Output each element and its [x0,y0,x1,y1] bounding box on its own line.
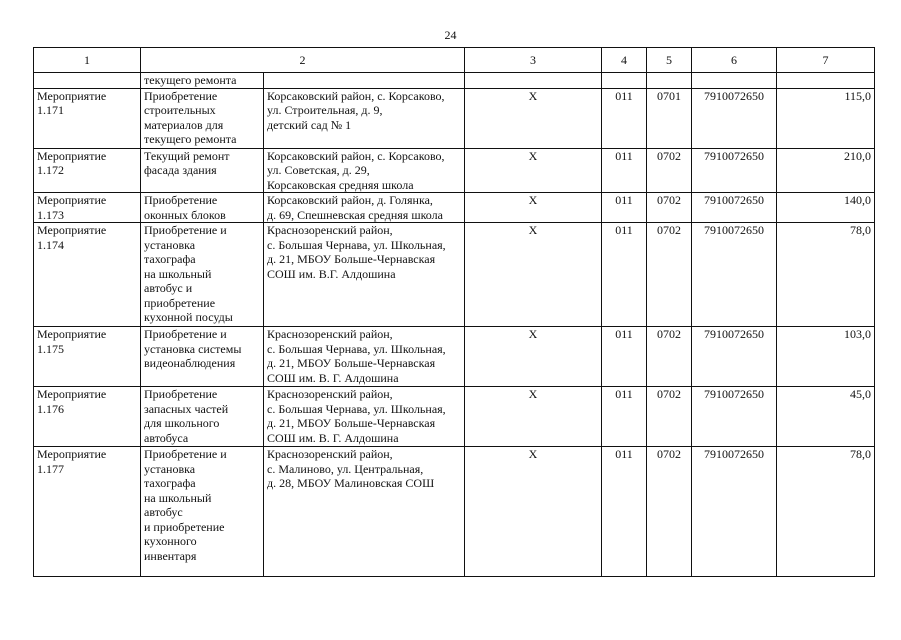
column-header-6: 6 [692,48,777,73]
table-row [34,223,875,327]
col6-cell: 7910072650 [692,447,777,577]
activity-location-cell: Корсаковский район, с. Корсаково, ул. Строительная, д. 9, детский сад № 1 [264,88,465,148]
col4-cell: 011 [602,327,647,387]
col4-cell: 011 [602,447,647,577]
column-header-7: 7 [777,48,875,73]
activity-description-cell: Приобретение оконных блоков [141,193,264,223]
col5-cell [647,73,692,89]
activity-id-cell: Мероприятие 1.172 [34,148,141,193]
amount-cell [777,73,875,89]
col6-cell [692,73,777,89]
col6-cell: 7910072650 [692,148,777,193]
activities-table [33,47,875,577]
col3-cell [465,73,602,89]
amount-cell: 78,0 [777,447,875,577]
amount-cell: 140,0 [777,193,875,223]
amount-cell: 115,0 [777,88,875,148]
col4-cell: 011 [602,387,647,447]
col4-cell [602,73,647,89]
activity-description-cell: Приобретение запасных частей для школьного автобуса [141,387,264,447]
activity-id-cell [34,73,141,89]
col5-cell: 0702 [647,327,692,387]
activity-location-cell [264,73,465,89]
activity-id-cell: Мероприятие 1.171 [34,88,141,148]
activity-id-cell: Мероприятие 1.175 [34,327,141,387]
table-row [34,148,875,193]
col4-cell: 011 [602,148,647,193]
amount-cell: 45,0 [777,387,875,447]
activity-description-cell: Приобретение и установка системы видеонаблюдения [141,327,264,387]
activity-location-cell: Краснозоренский район, с. Большая Чернава, ул. Школьная, д. 21, МБОУ Больше-Чернавская СОШ им. В.Г. Алдошина [264,223,465,327]
col6-cell: 7910072650 [692,387,777,447]
activity-description-cell: текущего ремонта [141,73,264,89]
col5-cell: 0702 [647,447,692,577]
col3-cell: X [465,327,602,387]
activity-description-cell: Приобретение и установка тахографа на школьный автобус и приобретение кухонной посуды [141,223,264,327]
col4-cell: 011 [602,193,647,223]
activity-id-cell: Мероприятие 1.174 [34,223,141,327]
column-header-2: 2 [141,48,465,73]
col5-cell: 0702 [647,193,692,223]
activity-location-cell: Корсаковский район, с. Корсаково, ул. Советская, д. 29, Корсаковская средняя школа [264,148,465,193]
column-header-5: 5 [647,48,692,73]
page-number: 24 [444,28,457,42]
activity-location-cell: Краснозоренский район, с. Малиново, ул. Центральная, д. 28, МБОУ Малиновская СОШ [264,447,465,577]
amount-cell: 103,0 [777,327,875,387]
col4-cell: 011 [602,223,647,327]
table-body [34,73,875,577]
activity-location-cell: Корсаковский район, д. Голянка, д. 69, Спешневская средняя школа [264,193,465,223]
activity-id-cell: Мероприятие 1.176 [34,387,141,447]
activity-id-cell: Мероприятие 1.177 [34,447,141,577]
activity-id-cell: Мероприятие 1.173 [34,193,141,223]
table-row [34,447,875,577]
activity-location-cell: Краснозоренский район, с. Большая Чернава, ул. Школьная, д. 21, МБОУ Больше-Чернавская СОШ им. В. Г. Алдошина [264,327,465,387]
activity-description-cell: Приобретение и установка тахографа на школьный автобус и приобретение кухонного инвентаря [141,447,264,577]
col3-cell: X [465,148,602,193]
col3-cell: X [465,223,602,327]
table-row [34,327,875,387]
activity-description-cell: Текущий ремонт фасада здания [141,148,264,193]
table-row [34,193,875,223]
col5-cell: 0702 [647,223,692,327]
col5-cell: 0702 [647,148,692,193]
col3-cell: X [465,387,602,447]
col6-cell: 7910072650 [692,223,777,327]
header-row [34,48,875,73]
amount-cell: 210,0 [777,148,875,193]
col3-cell: X [465,447,602,577]
col6-cell: 7910072650 [692,193,777,223]
col5-cell: 0702 [647,387,692,447]
col3-cell: X [465,193,602,223]
amount-cell: 78,0 [777,223,875,327]
activity-description-cell: Приобретение строительных материалов для текущего ремонта [141,88,264,148]
col6-cell: 7910072650 [692,88,777,148]
col6-cell: 7910072650 [692,327,777,387]
table-row [34,387,875,447]
col4-cell: 011 [602,88,647,148]
column-header-1: 1 [34,48,141,73]
table-row [34,73,875,89]
column-header-4: 4 [602,48,647,73]
column-header-3: 3 [465,48,602,73]
table-row [34,88,875,148]
activity-location-cell: Краснозоренский район, с. Большая Чернава, ул. Школьная, д. 21, МБОУ Больше-Чернавская СОШ им. В. Г. Алдошина [264,387,465,447]
col3-cell: X [465,88,602,148]
col5-cell: 0701 [647,88,692,148]
